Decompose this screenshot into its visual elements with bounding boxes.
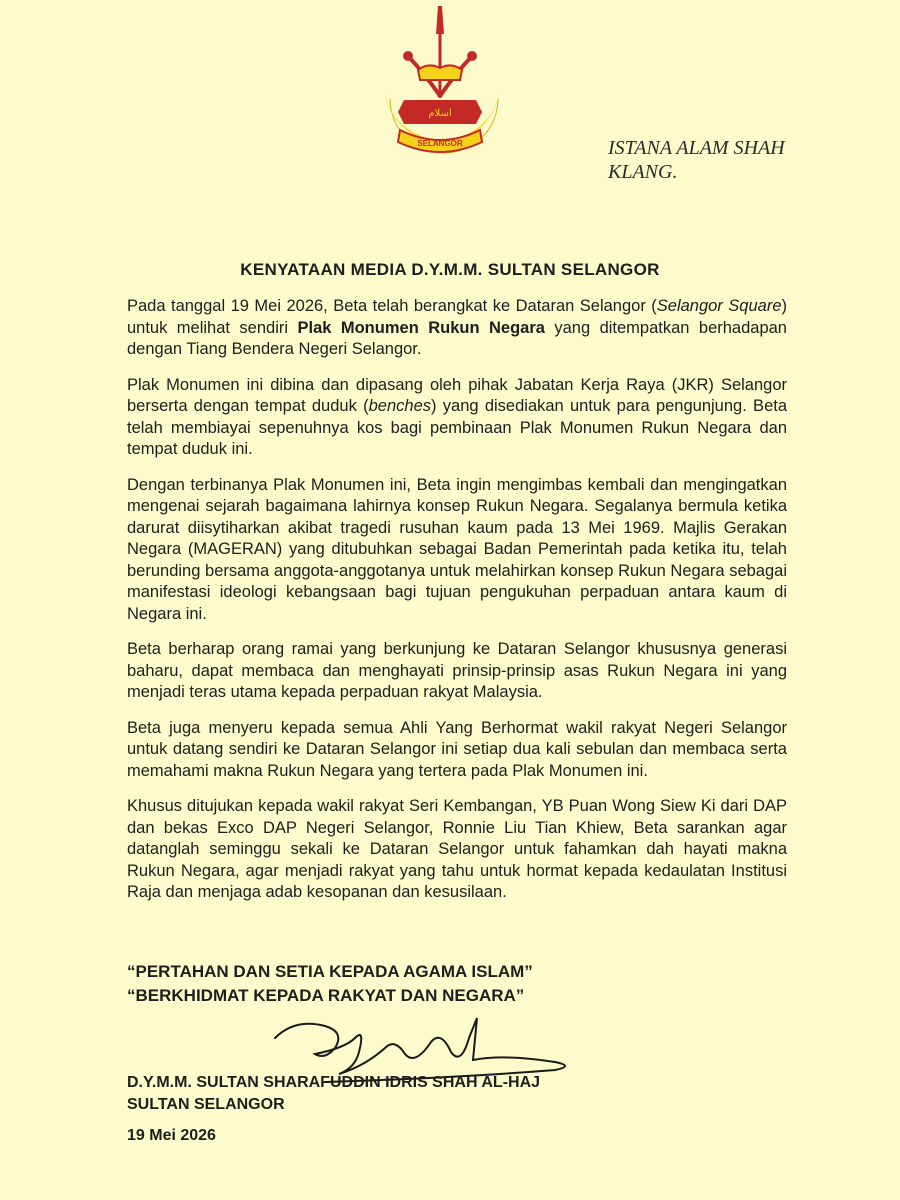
p1-text-a: Pada tanggal 19 Mei 2026, Beta telah berangkat ke Dataran Selangor ( (127, 297, 657, 315)
statement-date: 19 Mei 2026 (127, 1127, 216, 1144)
p2-text-a: Plak Monumen ini dibina dan dipasang oleh pihak Jabatan Kerja Raya (JKR) Selangor berserta dengan tempat duduk ( (127, 375, 787, 415)
state-mottos (127, 960, 533, 1008)
motto-2: “BERKHIDMAT KEPADA RAKYAT DAN NEGARA” (127, 986, 525, 1005)
p1-text-c: yang ditempatkan berhadapan dengan Tiang Bendera Negeri Selangor. (127, 318, 787, 358)
palace-address (608, 136, 785, 184)
p1-text-b: ) untuk melihat sendiri (127, 297, 787, 337)
selangor-crest-logo (370, 4, 510, 194)
paragraph-5: Beta juga menyeru kepada semua Ahli Yang Berhormat wakil rakyat Negeri Selangor untuk datang sendiri ke Dataran Selangor ini setiap dua kali sebulan dan membaca serta memahami makna Rukun Negara yang tertera pada Plak Monumen ini. (127, 718, 787, 780)
paragraph-2 (127, 375, 787, 461)
paragraph-6: Khusus ditujukan kepada wakil rakyat Seri Kembangan, YB Puan Wong Siew Ki dari DAP dan bekas Exco DAP Negeri Selangor, Ronnie Liu Tian Khiew, Beta sarankan agar datanglah seminggu sekali ke Dataran Selangor untuk fahamkan dah hayati makna Rukun Negara, agar menjadi rakyat yang tahu untuk hormat kepada kedaulatan Institusi Raja dan menjaga adab kesopanan dan kesusilaan. (127, 797, 787, 901)
p1-italic: Selangor Square (656, 297, 782, 315)
motto-1: “PERTAHAN DAN SETIA KEPADA AGAMA ISLAM” (127, 962, 533, 981)
signer-name: D.Y.M.M. SULTAN SHARAFUDDIN IDRIS SHAH AL-HAJ (127, 1074, 541, 1091)
statement-body (127, 296, 787, 918)
paragraph-1 (127, 296, 787, 361)
paragraph-3: Dengan terbinanya Plak Monumen ini, Beta ingin mengimbas kembali dan mengingatkan mengenai sejarah bagaimana lahirnya konsep Rukun Negara. Segalanya bermula ketika darurat diisytiharkan akibat tragedi rusuhan kaum pada 13 Mei 1969. Majlis Gerakan Negara (MAGERAN) yang ditubuhkan sebagai Badan Pemerintah pada ketika itu, telah berunding bersama anggota-anggotanya untuk melahirkan konsep Rukun Negara sebagai manifestasi ideologi kebangsaan bagi tujuan pengukuhan perpaduan antara kaum di Negara ini. (127, 475, 787, 623)
signer-block (127, 1072, 540, 1116)
crest-label: SELANGOR (417, 139, 463, 148)
paragraph-4: Beta berharap orang ramai yang berkunjung ke Dataran Selangor khususnya generasi baharu, dapat membaca dan menghayati prinsip-prinsip asas Rukun Negara ini yang menjadi teras utama kepada perpaduan rakyat Malaysia. (127, 640, 787, 701)
palace-city: KLANG. (608, 161, 678, 183)
statement-title: KENYATAAN MEDIA D.Y.M.M. SULTAN SELANGOR (240, 260, 660, 279)
palace-name: ISTANA ALAM SHAH (608, 137, 785, 159)
p2-italic: benches (368, 397, 431, 415)
p2-text-b: ) yang disediakan untuk para pengunjung. Beta telah membiayai sepenuhnya kos bagi pembinaan Plak Monumen Rukun Negara dan tempat duduk ini. (127, 397, 788, 458)
svg-text:ﺍﺳﻼﻡ: ﺍﺳﻼﻡ (428, 108, 452, 119)
signer-title: SULTAN SELANGOR (127, 1096, 285, 1113)
p1-bold: Plak Monumen Rukun Negara (297, 318, 545, 337)
